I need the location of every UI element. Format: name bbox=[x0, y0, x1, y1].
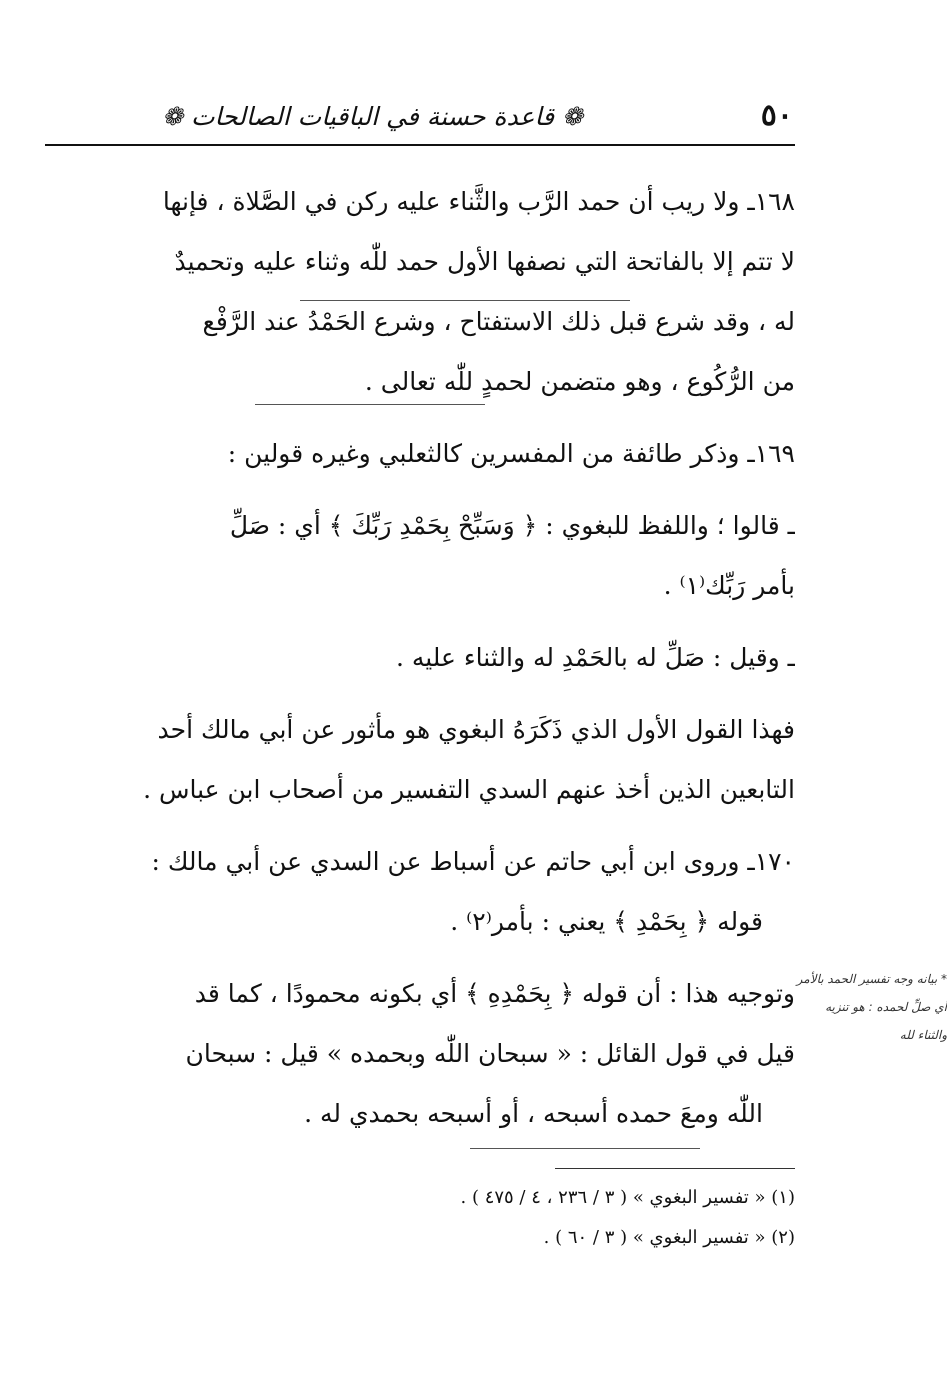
handwritten-margin-note bbox=[752, 965, 947, 1049]
margin-note-line: أي صلِّ لحمده : هو تنزيه bbox=[825, 1000, 947, 1014]
paragraph-line: من الرُّكُوع ، وهو متضمن لحمدٍ للّٰه تعالى . bbox=[364, 367, 795, 396]
paragraph-line: ١٦٩ـ وذكر طائفة من المفسرين كالثعلبي وغيره قولين : bbox=[227, 439, 795, 468]
paragraph-line: فهذا القول الأول الذي ذَكَرَهُ البغوي هو مأثور عن أبي مالك أحد bbox=[157, 715, 795, 744]
margin-note-line: * بيانه وجه تفسير الحمد بالأمر bbox=[796, 972, 947, 986]
running-title: ❁ قاعدة حسنة في الباقيات الصالحات ❁ bbox=[162, 102, 583, 131]
paragraph-line: ـ وقيل : صَلِّ له بالحَمْدِ له والثناء عليه . bbox=[395, 643, 795, 672]
footnote-divider bbox=[555, 1168, 795, 1169]
paragraph-line: ١٦٨ـ ولا ريب أن حمد الرَّب والثَّناء عليه ركن في الصَّلاة ، فإنها bbox=[162, 187, 795, 216]
pencil-underline bbox=[470, 1148, 700, 1149]
paragraph-line: قوله ﴿ بِحَمْدِ ﴾ يعني : بأمر⁽٢⁾ . bbox=[450, 907, 763, 936]
page-header bbox=[45, 98, 795, 146]
paragraph-line: بأمر رَبِّك⁽١⁾ . bbox=[663, 571, 795, 600]
pencil-underline bbox=[300, 300, 630, 301]
paragraph-line: له ، وقد شرع قبل ذلك الاستفتاح ، وشرع الحَمْدُ عند الرَّفْع bbox=[202, 307, 795, 336]
paragraph-line: التابعين الذين أخذ عنهم السدي التفسير من أصحاب ابن عباس . bbox=[143, 775, 795, 804]
pencil-underline bbox=[255, 404, 485, 405]
margin-note-line: والثناء لله bbox=[899, 1028, 947, 1042]
paragraph-line: لا تتم إلا بالفاتحة التي نصفها الأول حمد للّٰه وثناء عليه وتحميدٌ bbox=[174, 247, 795, 276]
paragraph-line: وتوجيه هذا : أن قوله ﴿ بِحَمْدِهِ ﴾ أي بكونه محمودًا ، كما قد bbox=[194, 979, 795, 1008]
footnote: (١) « تفسير البغوي » ( ٣ / ٢٣٦ ، ٤ / ٤٧٥ ) . bbox=[460, 1187, 795, 1208]
paragraph-line: قيل في قول القائل : « سبحان اللّٰه وبحمده » قيل : سبحان bbox=[185, 1039, 795, 1068]
page-number: ٥٠ bbox=[760, 98, 793, 133]
paragraph-line: اللّٰه ومعَ حمده أسبحه ، أو أسبحه بحمدي له . bbox=[304, 1099, 763, 1128]
body-text bbox=[45, 172, 795, 1144]
footnotes bbox=[45, 1178, 795, 1258]
footnote: (٢) « تفسير البغوي » ( ٣ / ٦٠ ) . bbox=[543, 1227, 795, 1248]
paragraph-line: ـ قالوا ؛ واللفظ للبغوي : ﴿ وَسَبِّحْ بِحَمْدِ رَبِّكَ ﴾ أي : صَلِّ bbox=[229, 511, 795, 540]
paragraph-line: ١٧٠ـ وروى ابن أبي حاتم عن أسباط عن السدي عن أبي مالك : bbox=[151, 847, 795, 876]
